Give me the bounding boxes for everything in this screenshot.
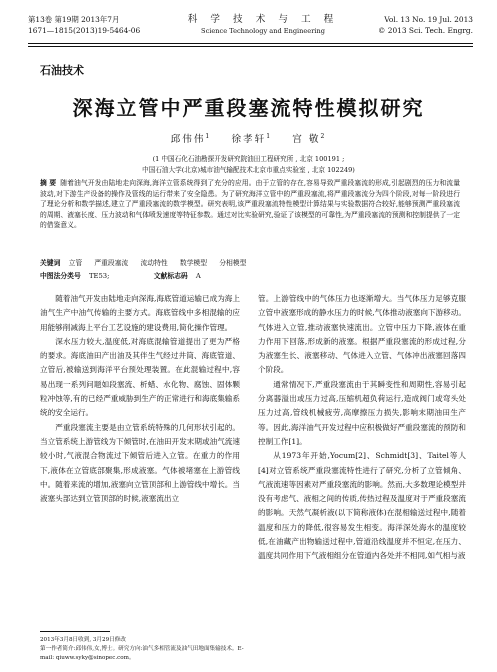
- keyword: 流动特性: [140, 259, 168, 267]
- running-header: [28, 14, 473, 54]
- author-affil-mark: 2: [320, 132, 327, 140]
- clc-label: 中图法分类号: [40, 272, 81, 280]
- affiliation: (1 中国石化石油勘探开发研究院油田工程研究所 , 北京 100191 ;: [152, 155, 345, 163]
- abstract-text: 随着油气开发由陆地走向深海,海洋立管系统得到了充分的应用。由于立管的存在,容易导致严重段塞流的形成,引起剧烈的压力和流量波动,对下游生产设备的操作及管线的运行带来了安全隐患。为了研究海洋立管中的严重段塞流,将严重段塞流分为四个阶段,对每一阶段进行了理论分析和数学描述,建立了严重段塞流的数学模型。研究表明,该严重段塞流特性模型计算结果与实验数据符合较好,能够预测严重段塞流的周期、液塞长度、压力波动和气体喷发速度等特征参数。通过对比实验研究,验证了该模型的可靠性,为严重段塞流的预测和控制提供了一定的借鉴意义。: [40, 179, 460, 230]
- author-affil-mark: 1: [205, 132, 212, 140]
- journal-name: [178, 14, 348, 36]
- affiliation: 中国石油大学(北京)城市油气输配技术北京市重点实验室 , 北京 102249): [142, 166, 355, 174]
- body-paragraph: 通常情况下,严重段塞流由于其瞬变性和周期性,容易引起分离器溢出或压力过高,压缩机超负荷运行,造成阀门或弯头处压力过高,管线机械疲劳,高摩擦压力损失,影响末期油田生产等。因此,海洋油气开发过程中应积极做好严重段塞流的预防和控制工作[1]。: [258, 379, 466, 446]
- body-paragraph: 严重段塞流主要是由立管系统特殊的几何形状引起的。当立管系统上游管线为下倾管时,在油田开发末期或油气流速较小时,气液混合物流过下倾管后进入立管。在重力的作用下,液体在立管底部聚集,形成液塞。气体被堵塞在上游管线中。随着来流的增加,液塞向立管顶部和上游管线中增长。当液塞头部达到立管顶部的时候,液塞流出立: [40, 422, 240, 504]
- volume-info: [378, 14, 473, 36]
- keyword: 严重段塞流: [94, 259, 129, 267]
- author-name: 徐孝轩: [231, 134, 267, 145]
- clc-code: TE53;: [88, 272, 110, 280]
- footnote: [40, 636, 250, 664]
- issue-line: 第13卷 第19期 2013年7月: [28, 15, 120, 24]
- received-date: 2013年3月8日收到, 3月29日修改: [40, 637, 126, 643]
- copyright-line: © 2013 Sci. Tech. Engrg.: [378, 26, 473, 35]
- section-label: 石油技术: [40, 64, 84, 77]
- keywords: [40, 258, 460, 268]
- doc-code: A: [195, 272, 201, 280]
- journal-name-en: Science Technology and Engineering: [201, 27, 325, 35]
- classification-line: [40, 271, 460, 281]
- paper-title: 深海立管中严重段塞流特性模拟研究: [72, 96, 425, 120]
- author-name: 宫 敬: [292, 134, 321, 145]
- abstract-label: 摘 要: [40, 179, 57, 187]
- body-paragraph: 随着油气开发由陆地走向深海,海底管道运输已成为海上油气生产中油气传输的主要方式。海底管线中多相混输的应用能够削减海上平台工艺设施的建设费用,简化操作管理。: [40, 294, 240, 332]
- author-bio: 第一作者简介:邱伟伟,女,博士。研究方向:油气多相管流及油气田地面集输技术。E-mail: qiuww.syky@sinopec.com。: [40, 646, 244, 662]
- body-column-right: [258, 292, 466, 564]
- keyword: 分相模型: [219, 259, 247, 267]
- issue-info: [28, 14, 140, 36]
- author-name: 邱伟伟: [170, 134, 206, 145]
- author-list: [0, 131, 497, 145]
- body-paragraph: 深水压力较大,温度低,对海底混输管道提出了更为严格的要求。海底油田产出油及其伴生气经过井筒、海底管道、立管后,被输送到海洋平台预处理装置。在此混输过程中,容易出现一系列问题如段塞流、析蜡、水化物、腐蚀、固体颗粒冲蚀等,有的已经严重威胁到生产的正常进行和海底集输系统的安全运行。: [40, 336, 240, 418]
- header-rule-thick: [28, 43, 473, 44]
- keywords-label: 关键词: [40, 259, 61, 267]
- abstract: [40, 178, 460, 231]
- body-paragraph: 管。上游管线中的气体压力也逐渐增大。当气体压力足够克服立管中液塞形成的静水压力的时候,气体推动液塞向下游移动。气体进入立管,推动液塞快速流出。立管中压力下降,液体在重力作用下回落,形成新的液塞。根据严重段塞流的形成过程,分为液塞生长、液塞移动、气体进入立管、气体冲出液塞回落四个阶段。: [258, 294, 466, 375]
- doc-code-label: 文献标志码: [153, 272, 188, 280]
- keyword: 数学模型: [179, 259, 208, 267]
- keyword: 立管: [68, 259, 83, 267]
- issn-line: 1671—1815(2013)19-5464-06: [28, 26, 141, 35]
- journal-name-cn: 科 学 技 术 与 工 程: [187, 14, 339, 25]
- body-paragraph: 从1973年开始,Yocum[2]、Schmidt[3]、Taitel等人[4]对立管系统严重段塞流特性进行了研究,分析了立管倾角、气液流速等因素对严重段塞流的影响。然而,大多数理论模型并没有考虑气、液相之间的传质,传热过程及温度对于严重段塞流的影响。天然气凝析液(以下简称液体)在混相输送过程中,随着温度和压力的降低,很容易发生相变。海洋深处海水的温度较低,在油藏产出物输送过程中,管道沿线温度并不恒定,在压力、温度共同作用下气液相组分在管道内各处并不相同,如气相与液: [258, 451, 466, 561]
- author-affil-mark: 1: [266, 132, 273, 140]
- body-column-left: [40, 292, 240, 506]
- volume-line: Vol. 13 No. 19 Jul. 2013: [384, 15, 473, 24]
- header-rule-thin: [28, 46, 473, 47]
- footnote-rule: [40, 631, 110, 632]
